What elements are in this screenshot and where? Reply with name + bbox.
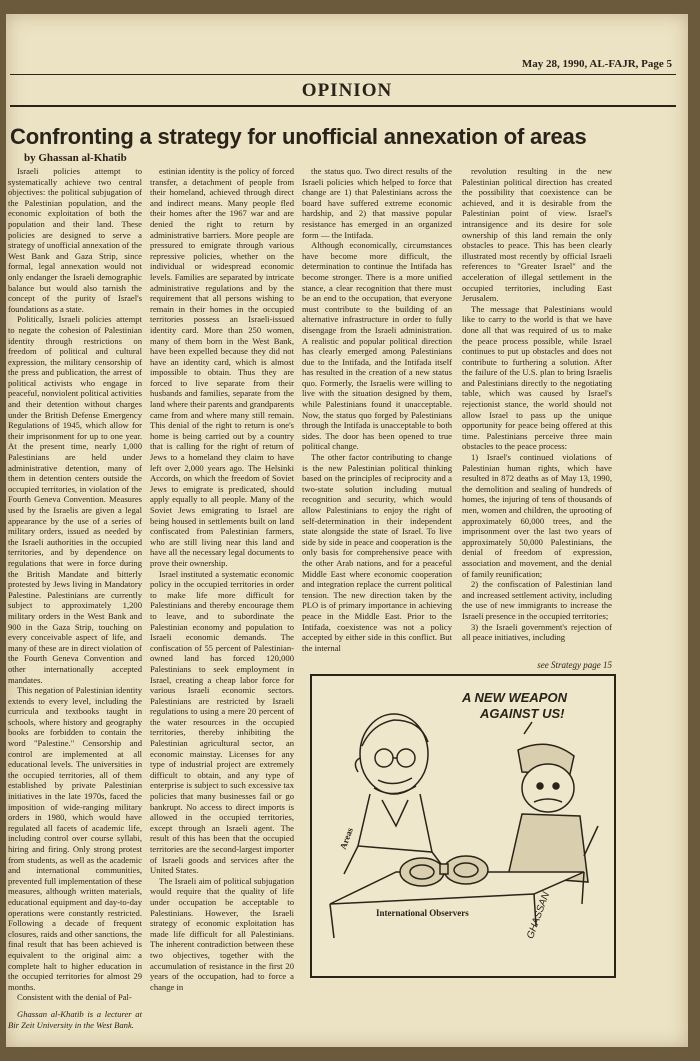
table-label: International Observers bbox=[376, 908, 469, 918]
arm-label: Areas bbox=[337, 826, 355, 851]
paragraph: 3) the Israeli government's rejection of all peace initiatives, including bbox=[462, 621, 612, 643]
paragraph: Consistent with the denial of Pal- bbox=[17, 992, 132, 1003]
section-title: OPINION bbox=[301, 80, 393, 101]
article-headline: Confronting a strategy for unofficial annexation of areas bbox=[10, 124, 587, 149]
paragraph: The message that Palestinians would like to carry to the world is that we have done all that was required of us to make the peace process possible, while Israel continues to put up obstacles and does not contribute to furthering a solution. After the failure of the U.S. plan to bring Israelis and Palestinians directly to the negotiating table, which was caused by Israel's rejectionist stance, the world should not allow Israel to pass up the unique opportunity for peace being offered at this time. Palestinians perceive three main obstacles to the peace process: bbox=[462, 303, 612, 452]
author-bio: Ghassan al-Khatib is a lecturer at Bir Zeit University in the West Bank. bbox=[8, 1008, 142, 1030]
article-column-3 bbox=[302, 166, 452, 656]
newspaper-page bbox=[6, 14, 688, 1047]
article-column-1 bbox=[8, 166, 142, 1030]
paragraph: Although economically, circumstances have become more difficult, the determination to continue the Intifada has become stronger. There is a more unified stance, a clear recognition that there must be an end to the occupation, that everyone must contribute to the building of an alternative infrastructure in order to fully disengage from the Israeli administration. A realistic and popular political direction has clearly emerged among Palestinians due to the Intifada, and the Intifada itself has resulted in the creation of a new status quo. Formerly, the Israelis were willing to live with the situation designed by them, while Palestinians found it unacceptable. Now, the status quo forged by Palestinians through the Intifada is unacceptable to both sides. The door has been opened to true political change. bbox=[302, 240, 452, 452]
article-byline: by Ghassan al-Khatib bbox=[24, 152, 127, 164]
paragraph: estinian identity is the policy of forced transfer, a detachment of people from their homeland, achieved through direct and indirect means. Many people fled their homes after the 1967 war and are denied the right to return by administrative barriers. More people are pressured to emigrate through various repressive policies, whether on the individual or widespread economic levels. Families are separated by intricate administrative regulations and by the requirement that all persons wishing to remain in their homes in the occupied territories possess an Israeli-issued identity card. More than 250 women, many of them born in the West Bank, have been expelled because they did not have an identity card, which is almost impossible to obtain. Thus they are forced to live separate from their husbands and families, separate from the land where their parents and grandparents came from and where many still remain. This denial of the right to return is one's home is being carried out by a country that is calling for the right of return of Jews to a homeland they claim to have left over 2,000 years ago. The Helsinki Accords, on which the freedom of Soviet Jews to emigrate is predicated, should apply equally to all people. Many of the Soviet Jews emigrating to Israel are being housed in settlements built on land confiscated from Palestinian farmers, who are still living near this land and have all the necessary legal documents to prove their ownership. bbox=[150, 166, 294, 568]
cartoon-drawing bbox=[312, 676, 610, 972]
paragraph: Israeli policies attempt to systematically achieve two central objectives: the political subjugation of the Palestinian population, and the economic exploitation of both the population and their land. These policies are designed to serve a strategy of unofficial annexation of the West Bank and Gaza Strip, since formal, legal annexation would not only endanger the Israeli demographic balance but would also tarnish the concept of the purity of Israel's foundations as a state. bbox=[8, 166, 142, 314]
paragraph: the status quo. Two direct results of the Israeli policies which helped to force that change are 1) that Palestinians across the board have suffered extreme economic hardship, and 2) that massive popular resistance has emerged in an organized form — the Intifada. bbox=[302, 166, 452, 240]
header-rule bbox=[10, 74, 676, 75]
paragraph: revolution resulting in the new Palestinian political direction has created the possibility that coexistence can be achieved, and it is desirable from the Palestinian point of view. Israel's intransigence and its desire for sole ownership of this land remain the only obstacles to peace. This has been clearly illustrated most recently by official Israeli references to "Greater Israel" and the acceleration of illegal settlement in the occupied territories, including East Jerusalem. bbox=[462, 166, 612, 304]
paragraph: 1) Israel's continued violations of Palestinian human rights, which have resulted in 872 deaths as of May 13, 1990, the demolition and sealing of hundreds of homes, the injuring of tens of thousands of men, women and children, the uprooting of approximately 60,000 trees, and the imprisonment over the last two years of approximately 50,000 Palestinians, the denial of freedom of expression, association and movement, and the denial of family reunification; bbox=[462, 452, 612, 579]
dateline: May 28, 1990, AL-FAJR, Page 5 bbox=[521, 58, 672, 70]
cartoonist-signature: GHASSAN bbox=[525, 890, 553, 941]
paragraph: Politically, Israeli policies attempt to negate the cohesion of Palestinian identity through restrictions on freedom of political and cultural expression, the military censorship of the press and publication, the arrest of political activists who engage in peaceful, nonviolent political activities and their detention without charges under the British Defense Emergency Regulations of 1945, which allow for their imprisonment for up to one year. At the present time, nearly 1,000 Palestinians are held under administrative detention, many of them in detention centers outside the occupied territories, in violation of the Fourth Geneva Convention. Measures used by the Israelis are given a legal appearance by the use of a series of military orders, issued as needed by the Israeli authorities in the occupied territories, and by dependence on regulations that were in force during the British Mandate and bitterly protested by Jews living in Mandatory Palestine. Palestinians are currently subject to approximately 1,200 military orders in the West Bank and 900 in the Gaza Strip, touching on every conceivable aspect of life, and many of these are in direct violation of the Fourth Geneva Convention and other internationally accepted mandates. bbox=[8, 314, 142, 685]
paragraph: Israel instituted a systematic economic policy in the occupied territories in order to make life more difficult for Palestinians and thereby encourage them to leave, and to subordinate the Palestinian economy and population to Israeli economic demands. The confiscation of 55 percent of Palestinian-owned land has forced 120,000 Palestinians to seek employment in Israel, creating a cheap labor force for various Israeli economic sectors. Palestinians are restricted by Israeli regulations to using a mere 20 percent of the water resources in the occupied territories, thereby inhibiting the Palestinian agricultural sector, an economic mainstay. Licenses for any type of industrial project are extremely difficult to obtain, and any type of enterprise is subject to such excessive tax policies that many businesses fail or go bankrupt. No access to direct imports is allowed in the occupied territories, except through an Israeli agent. The result of this has been that the occupied territories are the second-largest importer of Israeli goods and services after the United States. bbox=[150, 568, 294, 876]
continued-link[interactable]: see Strategy page 15 bbox=[537, 660, 612, 670]
article-column-2 bbox=[150, 166, 294, 1016]
article-column-4 bbox=[462, 166, 612, 656]
cartoon-caption-line-2: AGAINST US! bbox=[480, 706, 565, 721]
editorial-cartoon bbox=[310, 674, 616, 978]
paragraph: The other factor contributing to change is the new Palestinian political thinking based on the principles of reciprocity and a two-state solution including mutual recognition and security, which would allow Palestinians to enjoy the right of self-determination in their independent state alongside the state of Israel. To live side by side in peace and cooperation is the only basis for comprehensive peace with the other Arab nations, and for a peaceful Middle East where economic cooperation and integration replace the current political tension. The new direction taken by the PLO is of primary importance in achieving peace in the Middle East. Prior to the Intifada, coexistence was not a policy accepted by either side in this conflict. But the internal bbox=[302, 452, 452, 653]
section-rule bbox=[10, 105, 676, 107]
paragraph: The Israeli aim of political subjugation would require that the quality of life under occupation be acceptable to Palestinians. However, the Israeli strategy of economic exploitation has made life difficult for all Palestinians. The inherent contradiction between these two objectives, together with the accumulation of resistance in the first 20 years of the occupation, had to force a change in bbox=[150, 875, 294, 992]
paragraph: 2) the confiscation of Palestinian land and increased settlement activity, including the use of new immigrants to increase the Israeli presence in the occupied territories; bbox=[462, 579, 612, 621]
cartoon-caption-line-1: A NEW WEAPON bbox=[462, 690, 567, 705]
official-figure bbox=[344, 714, 450, 876]
paragraph: This negation of Palestinian identity extends to every level, including the curricula and textbooks taught in schools, where history and geography books are forbidden to contain the word "Palestine." Censorship and control are implemented at all educational levels. The universities in the occupied territories, all of them established by private Palestinian initiatives in the late 1970s, faced the imposition of wide-ranging military orders in 1980, which would have regulated all facets of academic life, including control over course syllabi, hiring and firing. Only strong protest from students, as well as the academic and international communities, prevented full implementation of these measures, although written materials, educational equipment and day-to-day operations were constantly restricted. Following a decade of frequent closures, raids and other sanctions, the final result that has been achieved is equivalent to the original aim: a complete halt to higher education in the occupied territories for almost 29 months. bbox=[8, 685, 142, 992]
